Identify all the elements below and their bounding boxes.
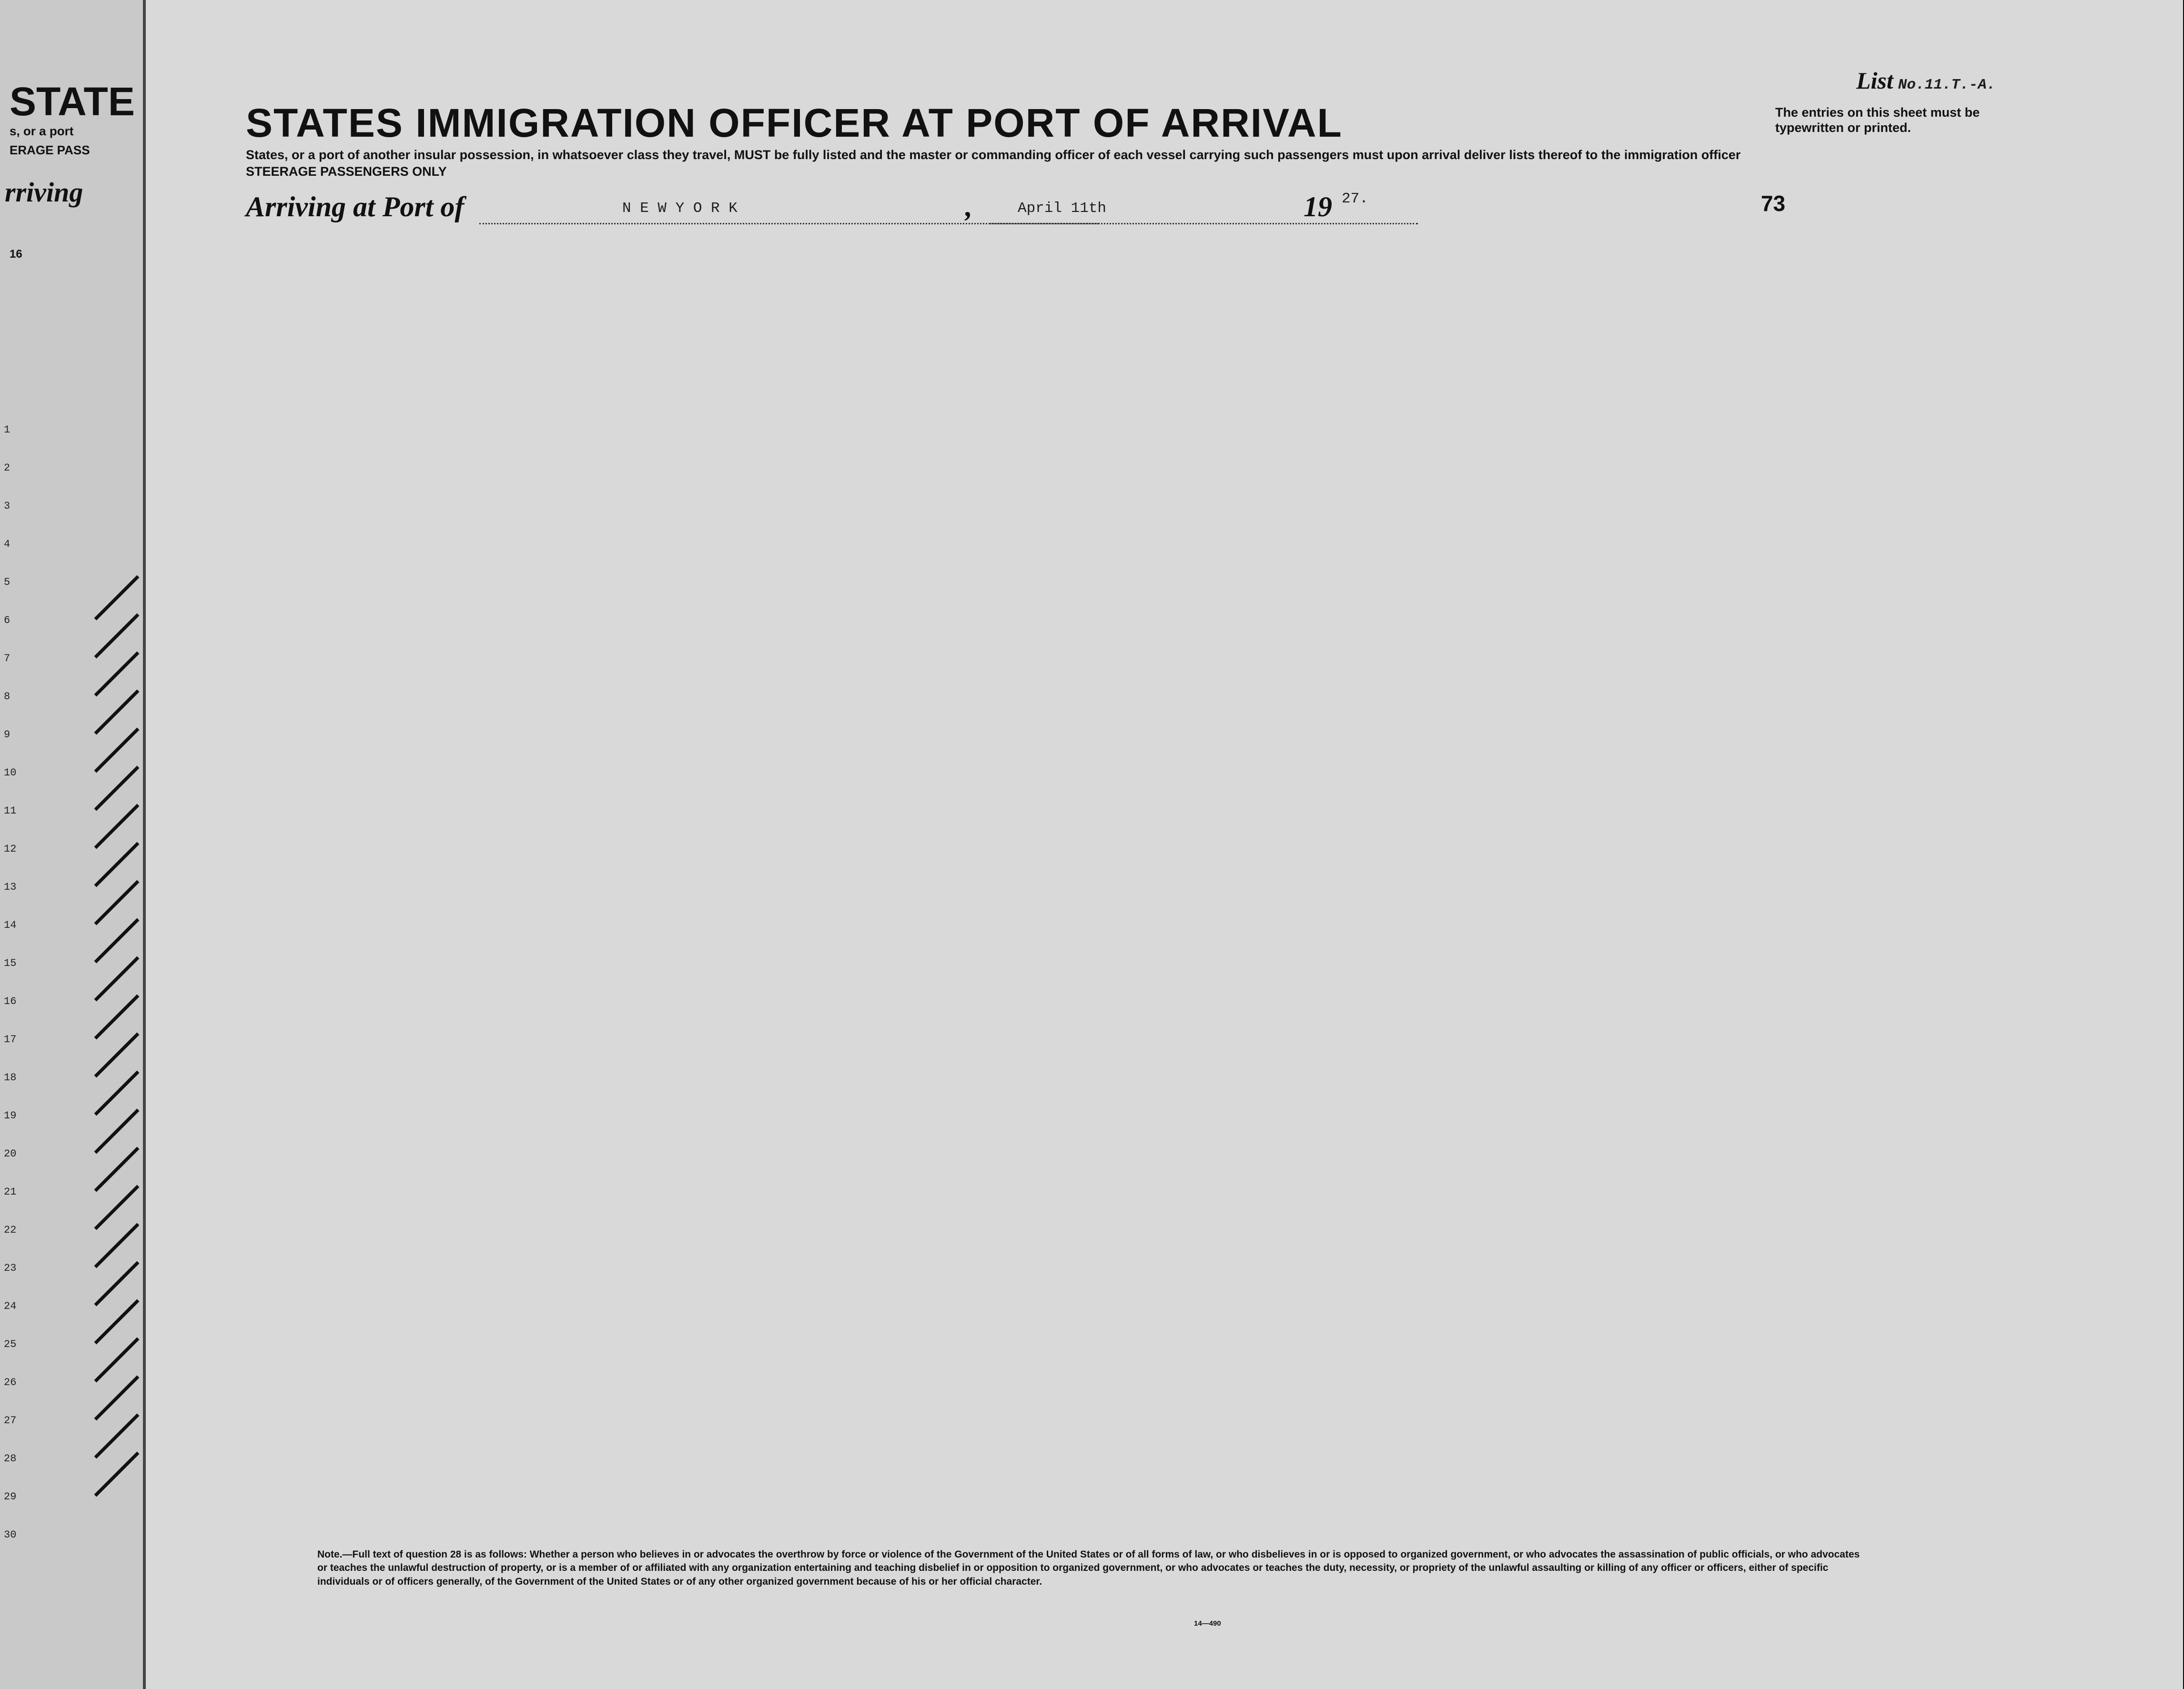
check-mark xyxy=(95,1034,138,1076)
adjacent-row-number: 17 xyxy=(4,1034,17,1046)
form-number: 14—490 xyxy=(1194,1619,1221,1628)
adjacent-arriving-fragment: rriving xyxy=(5,177,83,208)
check-mark xyxy=(95,1415,138,1458)
adjacent-page-strip xyxy=(0,0,147,1689)
date-comma: , xyxy=(965,191,972,222)
page-title: STATES IMMIGRATION OFFICER AT PORT OF ARRIVAL xyxy=(246,101,1343,145)
list-label xyxy=(1856,67,1995,94)
adjacent-row-number: 14 xyxy=(4,919,17,931)
port-value: N E W Y O R K xyxy=(622,200,738,217)
check-mark xyxy=(95,614,138,657)
adjacent-row-number: 3 xyxy=(4,500,10,512)
adjacent-row-number: 24 xyxy=(4,1300,17,1312)
adjacent-line-fragment: s, or a port xyxy=(10,124,74,138)
check-mark xyxy=(95,1072,138,1115)
check-mark xyxy=(95,957,138,1000)
adjacent-row-number: 13 xyxy=(4,881,17,893)
check-mark xyxy=(95,1377,138,1419)
header-instructions: States, or a port of another insular possession, in whatsoever class they travel, MUST be fully listed and the master or commanding officer of each vessel carrying such passengers must upon arrival deliver lists thereof to the immigration officer xyxy=(246,148,1741,162)
adjacent-row-number: 8 xyxy=(4,691,10,703)
adjacent-row-number: 29 xyxy=(4,1491,17,1503)
header-steerage: STEERAGE PASSENGERS ONLY xyxy=(246,164,447,179)
check-mark xyxy=(95,919,138,962)
page-number: 73 xyxy=(1761,191,1786,216)
arriving-label: Arriving at Port of xyxy=(246,191,465,222)
check-mark xyxy=(95,1453,138,1496)
check-mark xyxy=(95,881,138,924)
adjacent-row-number: 19 xyxy=(4,1110,17,1122)
adjacent-row-number: 5 xyxy=(4,576,10,588)
list-number: No.11.T.-A. xyxy=(1898,77,1996,93)
adjacent-row-number: 27 xyxy=(4,1415,17,1427)
check-mark xyxy=(95,653,138,695)
adjacent-row-number: 6 xyxy=(4,614,10,626)
adjacent-title-fragment: STATE xyxy=(10,79,135,124)
check-mark xyxy=(95,805,138,848)
adjacent-row-number: 22 xyxy=(4,1224,17,1236)
adjacent-row-number: 18 xyxy=(4,1072,17,1084)
check-mark xyxy=(95,1186,138,1229)
list-word: List xyxy=(1856,67,1893,94)
check-mark xyxy=(95,1110,138,1153)
adjacent-row-number: 26 xyxy=(4,1377,17,1388)
adjacent-row-number: 12 xyxy=(4,843,17,855)
check-mark xyxy=(95,843,138,886)
adjacent-row-number: 25 xyxy=(4,1338,17,1350)
adjacent-row-number: 20 xyxy=(4,1148,17,1160)
check-mark xyxy=(95,1262,138,1305)
manifest-sheet xyxy=(143,0,2183,1689)
adjacent-row-number: 2 xyxy=(4,462,10,474)
check-mark xyxy=(95,576,138,619)
check-mark xyxy=(95,1338,138,1381)
check-mark xyxy=(95,1148,138,1191)
year-prefix: 19 xyxy=(1304,191,1332,222)
date-underline xyxy=(989,223,1418,224)
check-mark xyxy=(95,995,138,1038)
check-mark xyxy=(95,767,138,810)
check-mark xyxy=(95,691,138,734)
adjacent-row-number: 16 xyxy=(4,995,17,1007)
adjacent-row-number: 10 xyxy=(4,767,17,779)
check-mark xyxy=(95,1300,138,1343)
adjacent-row-number: 7 xyxy=(4,653,10,664)
check-mark xyxy=(95,1224,138,1267)
adjacent-row-number: 28 xyxy=(4,1453,17,1465)
date-value: April 11th xyxy=(1018,200,1107,217)
adjacent-col-number: 16 xyxy=(10,248,22,261)
footnote-question-28: Note.—Full text of question 28 is as follows: Whether a person who believes in or advocates the overthrow by force or violence of the Government of the United States or of all forms of law, or who disbelieves in or is opposed to organized government, or who advocates the assassination of public officials, or who advocates or teaches the unlawful destruction of property, or is a member of or affiliated with any organization entertaining and teaching disbelief in or opposition to organized government, or who advocates or teaches the duty, necessity, or propriety of the unlawful assaulting or killing of any officer or officers, either of specific individuals or of officers generally, of the Government of the United States or of any other organized government because of his or her official character. xyxy=(317,1549,1860,1587)
adjacent-line-fragment: ERAGE PASS xyxy=(10,143,90,157)
adjacent-row-number: 11 xyxy=(4,805,17,817)
adjacent-row-number: 23 xyxy=(4,1262,17,1274)
adjacent-row-number: 15 xyxy=(4,957,17,969)
adjacent-row-number: 1 xyxy=(4,424,10,436)
adjacent-row-number: 21 xyxy=(4,1186,17,1198)
adjacent-row-number: 4 xyxy=(4,538,10,550)
year-suffix: 27. xyxy=(1342,191,1368,207)
adjacent-row-number: 9 xyxy=(4,729,10,741)
check-mark xyxy=(95,729,138,772)
list-note: The entries on this sheet must be typewritten or printed. xyxy=(1775,105,1980,135)
adjacent-row-number: 30 xyxy=(4,1529,17,1541)
adjacent-check-marks xyxy=(0,0,143,1689)
